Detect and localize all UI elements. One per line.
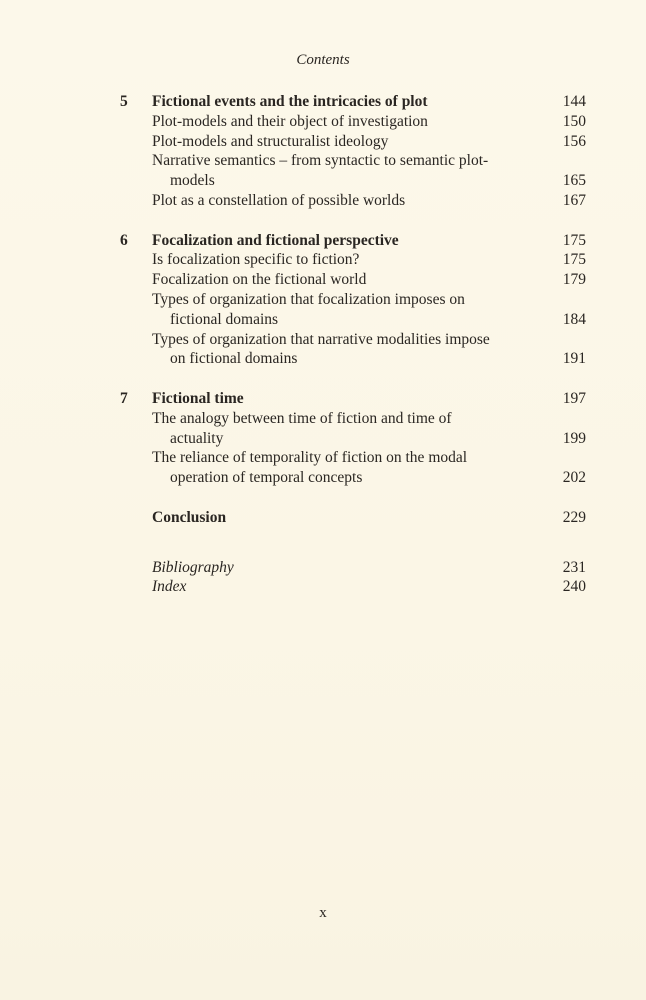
chapter-5 xyxy=(120,92,586,211)
entry-title: Is focalization specific to fiction? xyxy=(152,251,360,269)
conclusion-heading xyxy=(120,508,586,528)
index-title: Index xyxy=(152,578,187,596)
entry-title-continued: actuality xyxy=(170,429,224,447)
chapter-7 xyxy=(120,389,586,488)
entry-title: Plot-models and their object of investigation xyxy=(152,112,428,130)
toc-entry xyxy=(120,409,586,449)
page-number: 191 xyxy=(562,350,586,368)
chapter-title: Fictional time xyxy=(152,389,244,407)
entry-title-continued: on fictional domains xyxy=(170,350,298,368)
toc-entry xyxy=(120,448,586,488)
entry-title: The analogy between time of fiction and time of xyxy=(152,409,452,427)
toc-entry xyxy=(120,112,586,132)
chapter-heading xyxy=(120,92,586,112)
chapter-number: 5 xyxy=(120,93,128,110)
entry-title: Narrative semantics – from syntactic to semantic plot- xyxy=(152,152,489,170)
entry-title-continued: models xyxy=(170,172,215,190)
entry-title: Types of organization that focalization imposes on xyxy=(152,290,465,308)
chapter-heading xyxy=(120,231,586,251)
page-number: 175 xyxy=(562,231,586,249)
chapter-title: Fictional events and the intricacies of plot xyxy=(152,93,428,110)
toc-entry xyxy=(120,290,586,330)
page-number: 167 xyxy=(562,191,586,209)
conclusion xyxy=(120,508,586,528)
toc-entry xyxy=(120,250,586,270)
entry-title: Types of organization that narrative modalities impose xyxy=(152,330,490,348)
toc-entry xyxy=(120,132,586,152)
entry-title-continued: operation of temporal concepts xyxy=(170,469,363,487)
entry-title: Plot-models and structuralist ideology xyxy=(152,132,389,150)
back-matter xyxy=(120,558,586,598)
page-number: 156 xyxy=(562,132,586,150)
page-number: 184 xyxy=(562,310,586,328)
toc-entry xyxy=(120,151,586,191)
chapter-heading xyxy=(120,389,586,409)
entry-title-continued: fictional domains xyxy=(170,310,279,328)
chapter-6 xyxy=(120,231,586,370)
folio-page-number: x xyxy=(319,905,327,921)
back-matter-entry xyxy=(120,558,586,578)
toc-entry xyxy=(120,270,586,290)
page-number: 229 xyxy=(562,508,586,526)
page-number: 150 xyxy=(562,112,586,130)
conclusion-title: Conclusion xyxy=(152,508,227,526)
chapter-title: Focalization and fictional perspective xyxy=(152,231,399,249)
page-number: 202 xyxy=(562,469,586,487)
chapter-number: 7 xyxy=(120,389,128,407)
running-head: Contents xyxy=(296,52,350,68)
toc-entry xyxy=(120,330,586,370)
entry-title: Focalization on the fictional world xyxy=(152,271,367,289)
page-number: 165 xyxy=(562,172,586,190)
page-number: 179 xyxy=(562,271,586,289)
page-number: 231 xyxy=(562,558,586,576)
page-number: 144 xyxy=(562,93,586,110)
bibliography-title: Bibliography xyxy=(152,558,234,576)
page-number: 197 xyxy=(562,389,586,407)
back-matter-entry xyxy=(120,577,586,597)
page-number: 199 xyxy=(562,429,586,447)
toc-entry xyxy=(120,191,586,211)
page-number: 175 xyxy=(562,251,586,269)
table-of-contents xyxy=(120,92,586,597)
page-number: 240 xyxy=(562,578,586,596)
entry-title: Plot as a constellation of possible worlds xyxy=(152,191,406,209)
chapter-number: 6 xyxy=(120,231,128,249)
entry-title: The reliance of temporality of fiction on the modal xyxy=(152,449,468,467)
